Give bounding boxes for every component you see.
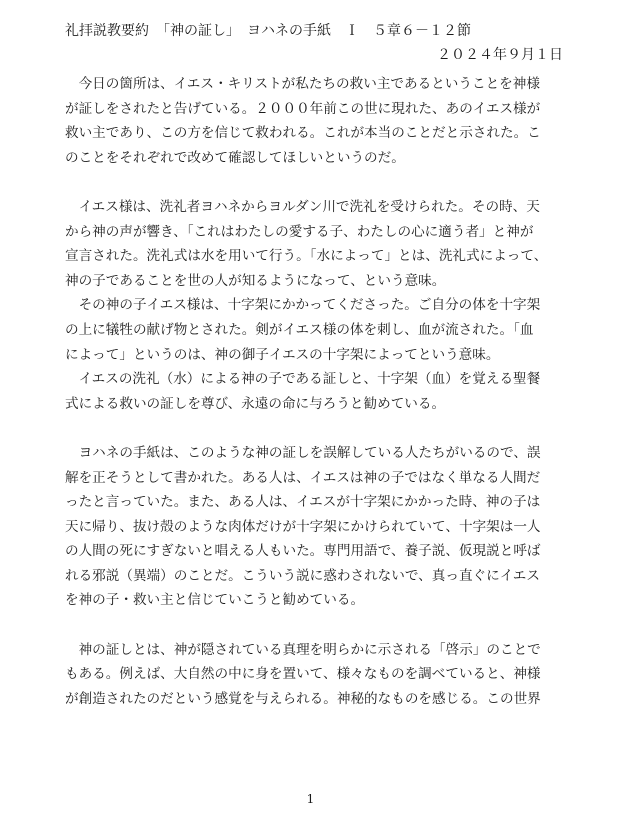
paragraph-spacer — [65, 613, 565, 638]
text-line: 神の証しとは、神が隠されている真理を明らかに示される「啓示」のことで — [65, 641, 541, 658]
text-line: が創造されたのだという感覚を与えられる。神秘的なものを感じる。この世界 — [65, 690, 541, 707]
text-line: イエスの洗礼（水）による神の子である証しと、十字架（血）を覚える聖餐 — [65, 371, 541, 388]
text-line: を神の子・救い主と信じていこうと勧めている。 — [65, 592, 365, 609]
text-line: 神の子であることを世の人が知るようになって、という意味。 — [65, 272, 446, 289]
text-line: その神の子イエス様は、十字架にかかってくださった。ご自分の体を十字架 — [65, 297, 541, 314]
text-line: もある。例えば、大自然の中に身を置いて、様々なものを調べていると、神様 — [65, 666, 541, 683]
text-line: によって」というのは、神の御子イエスの十字架によってという意味。 — [65, 346, 500, 363]
text-line: から神の声が響き、「これはわたしの愛する子、わたしの心に適う者」と神が — [65, 223, 534, 240]
text-line: の上に犠牲の献げ物とされた。剣がイエス様の体を刺し、血が流された。「血 — [65, 321, 534, 338]
paragraph-spacer — [65, 416, 565, 441]
text-line: 天に帰り、抜け殻のような肉体だけが十字架にかけられていて、十字架は一人 — [65, 518, 541, 535]
document-title: 礼拝説教要約 「神の証し」 ヨハネの手紙 Ｉ ５章６－１２節 — [65, 23, 471, 39]
text-line: ヨハネの手紙は、このような神の証しを誤解している人たちがいるので、誤 — [65, 444, 541, 461]
page-number: 1 — [306, 792, 315, 806]
text-line: 解を正そうとして書かれた。ある人は、イエスは神の子ではなく単なる人間だ — [65, 469, 541, 486]
text-line: イエス様は、洗礼者ヨハネからヨルダン川で洗礼を受けられた。その時、天 — [65, 198, 540, 215]
text-line: の人間の死にすぎないと唱える人もいた。専門用語で、養子説、仮現説と呼ば — [65, 543, 541, 560]
paragraph-spacer — [65, 170, 565, 195]
text-line: 宣言された。洗礼式は水を用いて行う。「水によって」とは、洗礼式によって、 — [65, 248, 548, 265]
sermon-body — [65, 72, 565, 711]
text-line: 式による救いの証しを尊び、永遠の命に与ろうと勧めている。 — [65, 395, 446, 412]
text-line: が証しをされたと告げている。２０００年前この世に現れた、あのイエス様が — [65, 100, 541, 117]
text-line: 救い主であり、この方を信じて救われる。これが本当のことだと示された。こ — [65, 125, 541, 142]
document-date: ２０２４年９月１日 — [437, 47, 563, 63]
text-line: れる邪説（異端）のことだ。こういう説に惑わされないで、真っ直ぐにイエス — [65, 567, 540, 584]
text-line: ったと言っていた。また、ある人は、イエスが十字架にかかった時、神の子は — [65, 494, 541, 511]
text-line: 今日の箇所は、イエス・キリストが私たちの救い主であるということを神様 — [65, 76, 540, 92]
text-line: のことをそれぞれで改めて確認してほしいというのだ。 — [65, 149, 405, 166]
